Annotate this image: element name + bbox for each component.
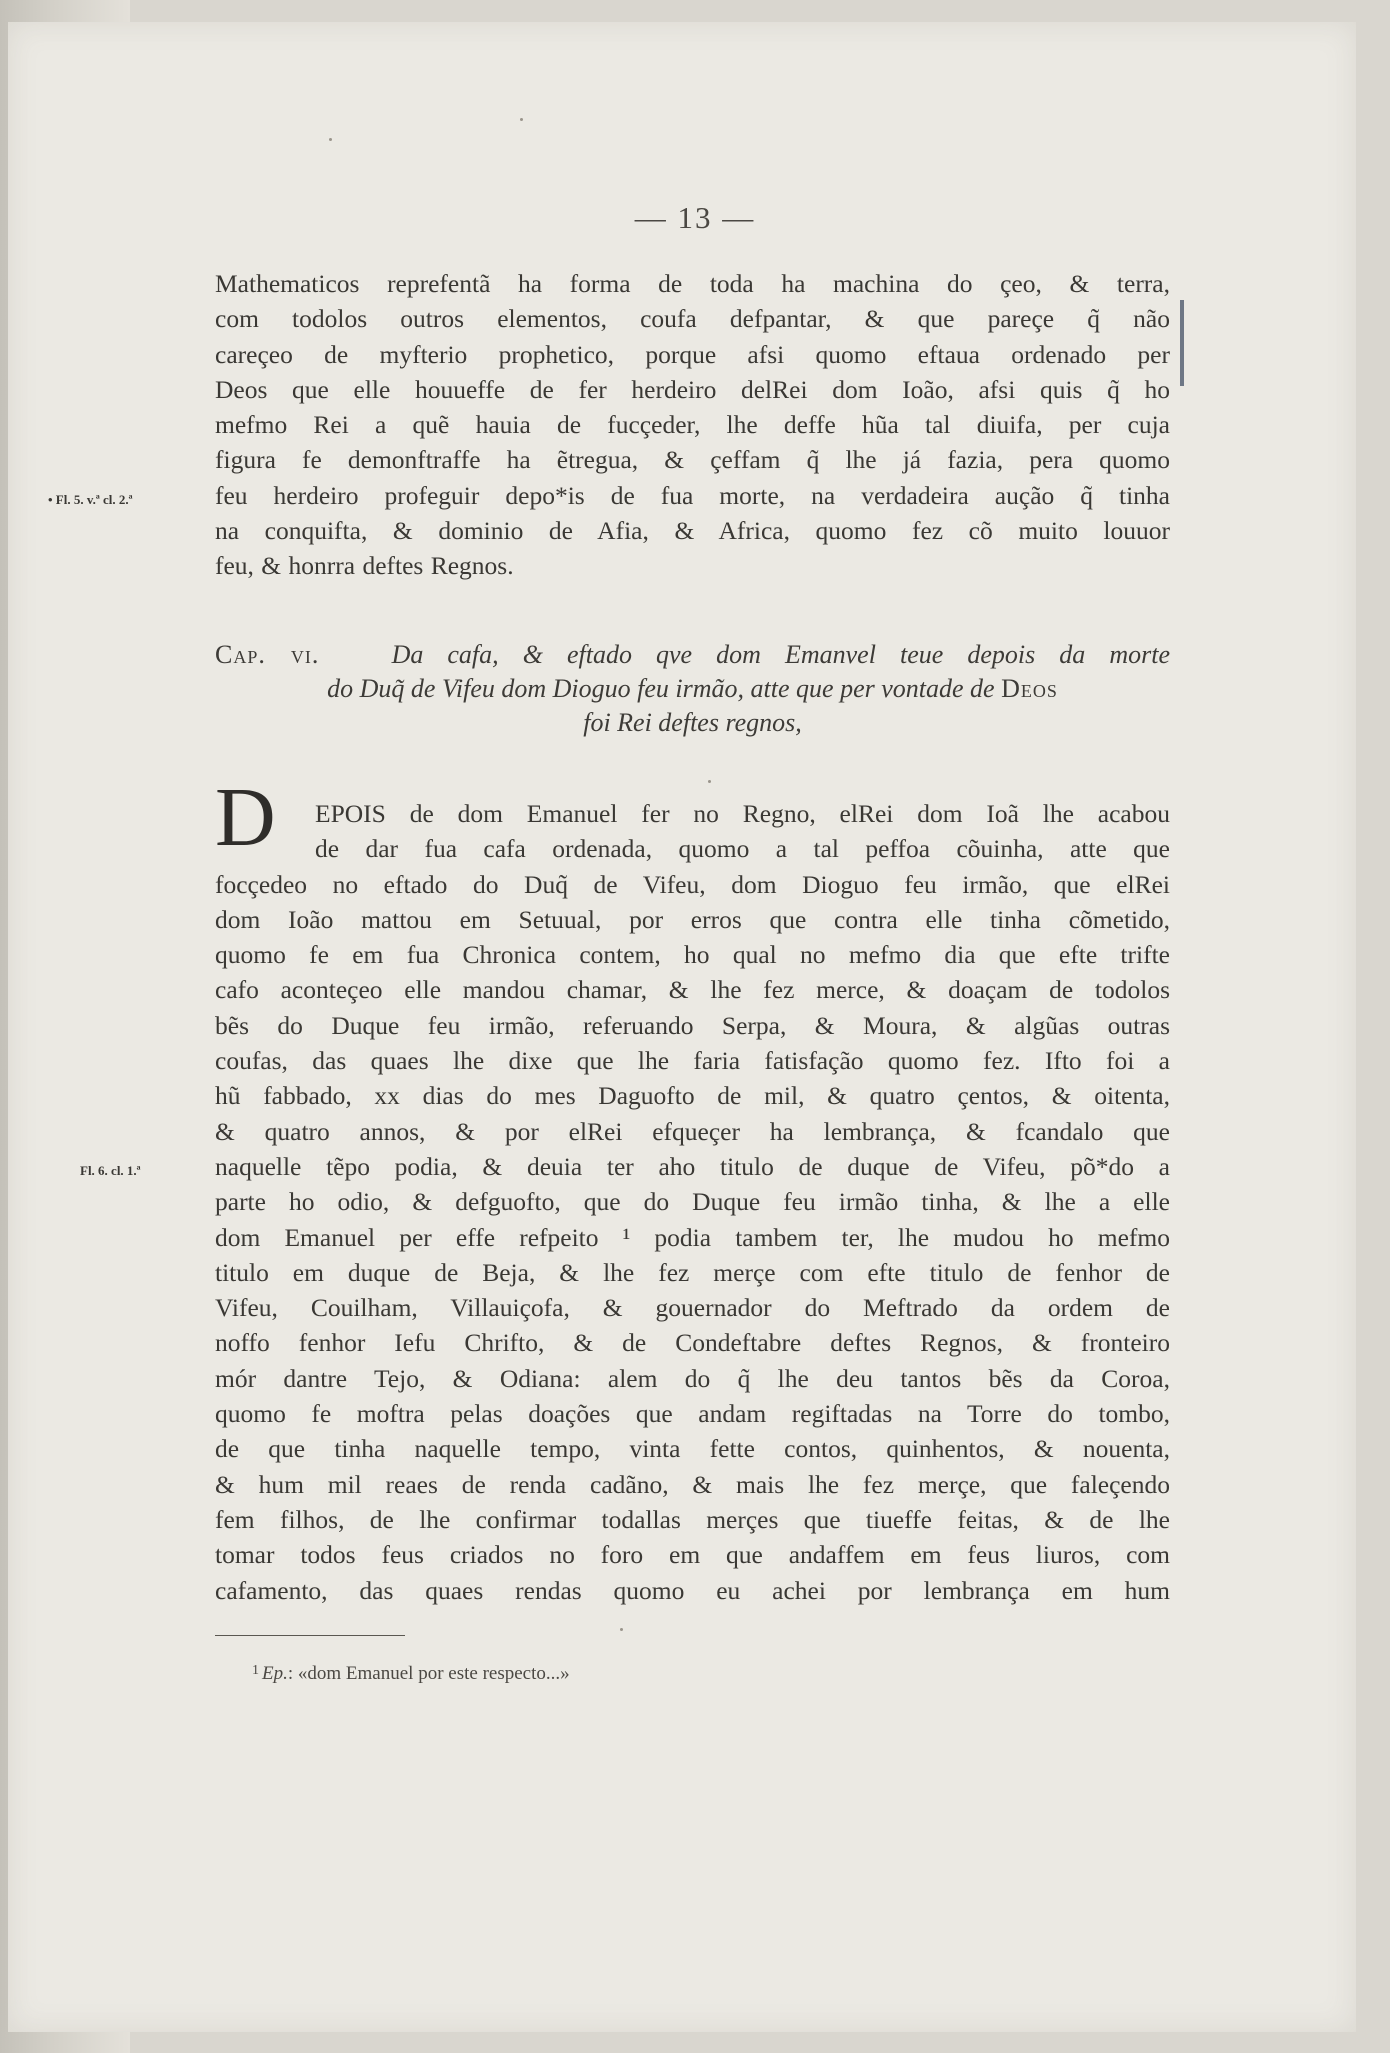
heading-line-3: foi Rei deftes regnos,: [583, 708, 802, 737]
text-line: com todolos outros elementos, coufa defpantar, & que pareçe q̃ não: [215, 304, 1170, 334]
page-number: — 13 —: [634, 200, 756, 235]
text-line: bẽs do Duque feu irmão, referuando Serpa, & Moura, & algũas outras: [215, 1010, 1170, 1040]
text-line: fem filhos, de lhe confirmar todallas merçes que tiueffe feitas, & de lhe: [215, 1504, 1170, 1534]
footnote-abbrev: Ep.: [262, 1663, 288, 1684]
text-line: careçeo de myfterio prophetico, porque afsi quomo eftaua ordenado per: [215, 339, 1170, 369]
paper-speck: [708, 780, 711, 783]
paragraph-2: [215, 796, 1170, 1608]
paper-speck: [329, 138, 332, 141]
footnote-number: 1: [252, 1663, 259, 1678]
text-line: quomo fe moftra pelas doações que andam regiftadas na Torre do tombo,: [215, 1399, 1170, 1429]
text-line: mefmo Rei a quẽ hauia de fucçeder, lhe deffe hũa tal diuifa, per cuja: [215, 410, 1170, 440]
text-line: Vifeu, Couilham, Villauiçofa, & gouernador do Meftrado da ordem de: [215, 1293, 1170, 1323]
text-line: feu herdeiro profeguir depo*is de fua morte, na verdadeira aução q̃ tinha: [215, 480, 1170, 510]
chapter-label: Cap. vi.: [215, 640, 320, 669]
text-line: naquelle tẽpo podia, & deuia ter aho titulo de duque de Vifeu, põ*do a: [215, 1151, 1170, 1181]
heading-text: Da cafa, & eftado qve dom Emanvel teue depois da morte: [391, 640, 1170, 669]
text-line: figura fe demonftraffe ha ẽtregua, & çeffam q̃ lhe já fazia, pera quomo: [215, 445, 1170, 475]
text-line: coufas, das quaes lhe dixe que lhe faria fatisfação quomo fez. Ifto foi a: [215, 1046, 1170, 1076]
paper-speck: [620, 1628, 623, 1631]
drop-cap: D: [215, 771, 276, 864]
footnote-rule: [215, 1635, 405, 1636]
text-line: parte ho odio, & defguofto, que do Duque feu irmão tinha, & lhe a elle: [215, 1187, 1170, 1217]
text-line: noffo fenhor Iefu Chrifto, & de Condeftabre deftes Regnos, & fronteiro: [215, 1328, 1170, 1358]
heading-line-1: [215, 638, 1170, 672]
text-line: de dar fua cafa ordenada, quomo a tal peffoa cõuinha, atte que: [315, 834, 1170, 864]
chapter-heading: [215, 638, 1170, 740]
text-line: & hum mil reaes de renda cadãno, & mais lhe fez merçe, que faleçendo: [215, 1469, 1170, 1499]
text-line: cafamento, das quaes rendas quomo eu achei por lembrança em hum: [215, 1575, 1170, 1605]
text-line: quomo fe em fua Chronica contem, ho qual no mefmo dia que efte trifte: [215, 940, 1170, 970]
heading-line-2: [215, 672, 1170, 706]
text-line: & quatro annos, & por elRei efqueçer ha lembrança, & fcandalo que: [215, 1116, 1170, 1146]
text-line: de que tinha naquelle tempo, vinta fette contos, quinhentos, & nouenta,: [215, 1434, 1170, 1464]
text-line: EPOIS de dom Emanuel fer no Regno, elRei dom Ioã lhe acabou: [315, 799, 1170, 828]
text-line: mór dantre Tejo, & Odiana: alem do q̃ lhe deu tantos bẽs da Coroa,: [215, 1363, 1170, 1393]
footnote-text: : «dom Emanuel por este respecto...»: [287, 1663, 570, 1684]
paragraph-1: [215, 266, 1170, 584]
text-line: focçedeo no eftado do Duq̃ de Vifeu, dom Dioguo feu irmão, que elRei: [215, 869, 1170, 899]
paper-speck: [520, 118, 523, 121]
margin-note: Fl. 6. cl. 1.ª: [80, 1163, 141, 1178]
text-line: na conquifta, & dominio de Afia, & Africa, quomo fez cõ muito louuor: [215, 516, 1170, 546]
text-line: cafo aconteçeo elle mandou chamar, & lhe fez merce, & doaçam de todolos: [215, 975, 1170, 1005]
text-line: Mathematicos reprefentã ha forma de toda ha machina do çeo, & terra,: [215, 269, 1170, 298]
margin-note: • Fl. 5. v.ª cl. 2.ª: [48, 492, 133, 507]
heading-text: do Duq̃ de Vifeu dom Dioguo feu irmão, atte que per vontade de: [327, 674, 1002, 703]
text-line: titulo em duque de Beja, & lhe fez merçe com efte titulo de fenhor de: [215, 1257, 1170, 1287]
text-line: hũ fabbado, xx dias do mes Daguofto de mil, & quatro çentos, & oitenta,: [215, 1081, 1170, 1111]
text-line: dom Ioão mattou em Setuual, por erros que contra elle tinha cõmetido,: [215, 904, 1170, 934]
ink-mark: [1180, 300, 1184, 386]
heading-deos: Deos: [1001, 674, 1058, 703]
text-line: feu, & honrra deftes Regnos.: [215, 551, 514, 581]
text-line: Deos que elle houueffe de fer herdeiro delRei dom Ioão, afsi quis q̃ ho: [215, 374, 1170, 404]
footnote: [252, 1663, 570, 1685]
text-line: tomar todos feus criados no foro em que andaffem em feus liuros, com: [215, 1540, 1170, 1570]
text-line: dom Emanuel per effe refpeito ¹ podia tambem ter, lhe mudou ho mefmo: [215, 1222, 1170, 1252]
